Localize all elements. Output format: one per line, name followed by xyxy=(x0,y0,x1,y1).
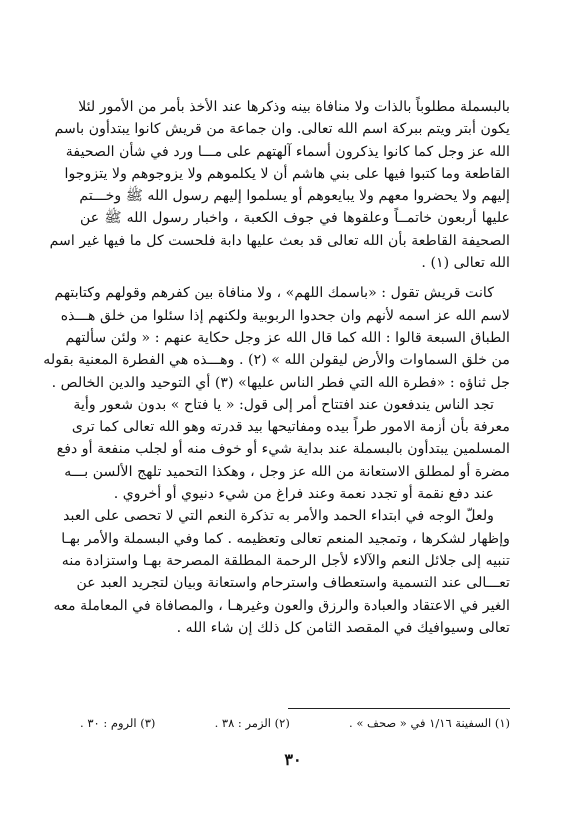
text-line: لاسم الله عز اسمه لأنهم وان جحدوا الربوبية ولكنهم إذا سئلوا من خلق هـــذه xyxy=(60,307,510,324)
text-line: تعـــالى عند التسمية واستعطاف واسترحام واستعانة وبيان لتجريد العبد عن xyxy=(76,575,510,592)
text-line: ولعلّ الوجه في ابتداء الحمد والأمر به تذكرة النعم التي لا تحصى على العبد xyxy=(63,508,494,525)
text-line: بالبسملة مطلوباً بالذات ولا منافاة بينه وذكرها عند الأخذ بأمر من الأمور لئلا xyxy=(78,99,510,115)
footnotes xyxy=(80,714,510,732)
text-line: الغير في الاعتقاد والعبادة والرزق والعون وغيرهـا ، والمصافاة في المعاملة معه xyxy=(53,597,510,614)
text-line: يكون أبتر ويتم ببركة اسم الله تعالى. وان جماعة من قريش كانوا يبتدأون باسم xyxy=(54,121,510,138)
footnote-3: (٣) الروم : ٣٠ . xyxy=(80,716,156,730)
text-line: جل ثناؤه : «فطرة الله التي فطر الناس عليها» (٣) أي التوحيد والدين الخالص . xyxy=(51,374,510,391)
text-line: المسلمين يبتدأون بالبسملة عند بداية شيء أو خوف منه أو لجلب منفعة أو دفع xyxy=(56,441,510,458)
body-text xyxy=(43,96,510,639)
text-line: إليهم ولا يحضروا معهم ولا يبايعوهم أو يسلموا إليهم رسول الله ﷺ وخـــتم xyxy=(79,188,510,205)
text-line: الله عز وجل كما كانوا يذكرون أسماء آلهتهم على مـــا ورد في شأن الصحيفة xyxy=(65,143,510,160)
footnote-divider xyxy=(288,708,510,709)
text-line: القاطعة وما كتبوا فيها على بني هاشم أن لا يكلموهم ولا يزوجوهم ولا يتزوجوا xyxy=(64,165,510,182)
text-line: عليها أربعون خاتمــاً وعلقوها في جوف الكعبة ، واخبار رسول الله ﷺ عن xyxy=(80,210,510,227)
text-line: وإظهار لشكرها ، وتمجيد المنعم تعالى وتعظيمه . كما وفي البسملة والأمر بهـا xyxy=(61,530,510,547)
text-line: تجد الناس يندفعون عند افتتاح أمر إلى قول: « يا فتاح » بدون شعور وأية xyxy=(73,396,494,413)
footnote-2: (٢) الزمر : ٣٨ . xyxy=(214,716,290,730)
text-line: معرفة بأن أزمة الامور طراً بيده ومفاتيحها بيد قدرته وهو الله تعالى كما ترى xyxy=(71,419,510,436)
text-line: عند دفع نقمة أو تجدد نعمة وعند فراغ من شيء دنيوي أو أخروي . xyxy=(113,486,494,503)
text-line: من خلق السماوات والأرض ليقولن الله » (٢) . وهـــذه هي الفطرة المعنية بقوله xyxy=(43,352,510,369)
page-number: ٣٠ xyxy=(284,750,302,769)
text-line: مضرة أو لمطلق الاستعانة من الله عز وجل ، وهكذا التحميد تلهج الألسن بـــه xyxy=(64,463,510,480)
paragraph-gap xyxy=(80,274,510,282)
text-line: الله تعالى (١) . xyxy=(421,255,510,272)
footnote-1: (١) السفينة ١/١٦ في « صحف » . xyxy=(349,716,510,730)
text-line: تنبيه إلى جلائل النعم والآلاء لأجل الرحمة المطلقة المصرحة بهـا واستزادة منه xyxy=(61,552,510,569)
text-line: الطباق السبعة قالوا : الله كما قال الله عز وجل حكاية عنهم : « ولئن سألتهم xyxy=(65,329,510,346)
text-line: كانت قريش تقول : «باسمك اللهم» ، ولا منافاة بين كفرهم وقولهم وكتابتهم xyxy=(54,285,494,302)
text-line: الصحيفة القاطعة بأن الله تعالى قد بعث عليها دابة فلحست كل ما فيها غير اسم xyxy=(49,232,510,249)
text-line: تعالى وسيوافيك في المقصد الثامن كل ذلك إن شاء الله . xyxy=(176,619,510,636)
